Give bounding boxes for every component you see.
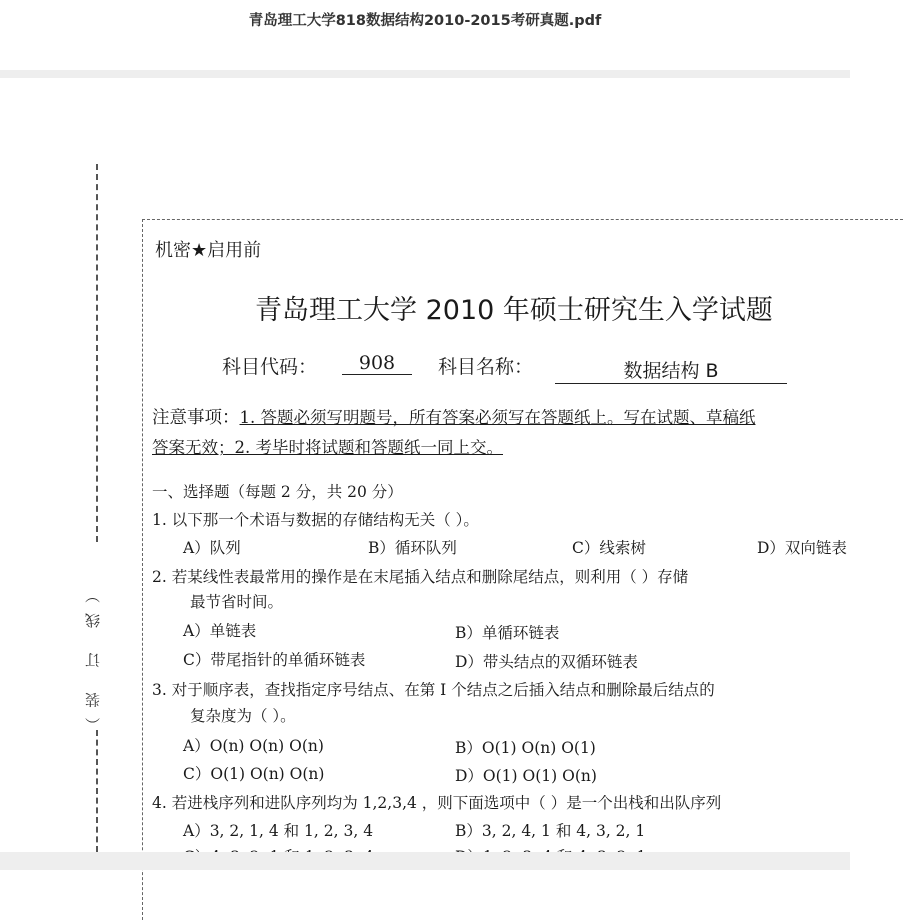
secret-mark: 机密★启用前 xyxy=(155,240,262,261)
notice-head: 注意事项： xyxy=(152,408,240,428)
option: A）3, 2, 1, 4 和 1, 2, 3, 4 xyxy=(183,822,374,840)
subject-name: 数据结构 B xyxy=(555,356,787,384)
option: D）双向链表 xyxy=(757,539,847,557)
toolbar-separator xyxy=(0,70,850,78)
option: C）带尾指针的单循环链表 xyxy=(183,651,366,669)
subject-name-label: 科目名称： xyxy=(438,356,534,378)
notice-line: 答案无效；2. 考毕时将试题和答题纸一同上交。 xyxy=(152,438,503,457)
notice xyxy=(152,404,756,429)
option: D）O(1) O(1) O(n) xyxy=(455,767,597,785)
document-title: 青岛理工大学818数据结构2010-2015考研真题.pdf xyxy=(248,13,602,29)
option: B）O(1) O(n) O(1) xyxy=(455,739,596,757)
notice-line: 1. 答题必须写明题号，所有答案必须写在答题纸上。写在试题、草稿纸 xyxy=(239,408,756,427)
question-stem: 3. 对于顺序表，查找指定序号结点、在第 I 个结点之后插入结点和删除最后结点的 xyxy=(152,681,715,699)
question-stem: 复杂度为（ ）。 xyxy=(190,707,296,725)
title-bar xyxy=(0,0,850,70)
exam-title: 青岛理工大学 2010 年硕士研究生入学试题 xyxy=(255,295,773,326)
binding-label: （装 订 线） xyxy=(84,578,102,733)
section-title: 一、选择题（每题 2 分，共 20 分） xyxy=(152,483,403,501)
option: A）单链表 xyxy=(183,622,257,640)
viewer-footer xyxy=(0,852,850,870)
option: C）O(1) O(n) O(n) xyxy=(183,765,325,783)
question-stem: 4. 若进栈序列和进队序列均为 1,2,3,4 ，则下面选项中（ ）是一个出栈和出队序列 xyxy=(152,794,722,812)
option: D）带头结点的双循环链表 xyxy=(455,653,638,671)
subject-code: 908 xyxy=(342,352,412,375)
option: A）O(n) O(n) O(n) xyxy=(183,737,324,755)
binding-line xyxy=(96,730,98,852)
question-stem: 1. 以下那一个术语与数据的存储结构无关（ ）。 xyxy=(152,511,479,529)
option: B）循环队列 xyxy=(368,539,457,557)
option: A）队列 xyxy=(183,539,241,557)
option: C）线索树 xyxy=(572,539,646,557)
option: B）3, 2, 4, 1 和 4, 3, 2, 1 xyxy=(455,822,646,840)
question-stem: 2. 若某线性表最常用的操作是在末尾插入结点和删除尾结点，则利用（ ）存储 xyxy=(152,568,689,586)
binding-line xyxy=(96,164,98,542)
option: B）单循环链表 xyxy=(455,624,560,642)
pdf-viewer[interactable] xyxy=(0,78,850,852)
question-stem: 最节省时间。 xyxy=(190,593,284,611)
subject-code-label: 科目代码： xyxy=(222,356,318,378)
